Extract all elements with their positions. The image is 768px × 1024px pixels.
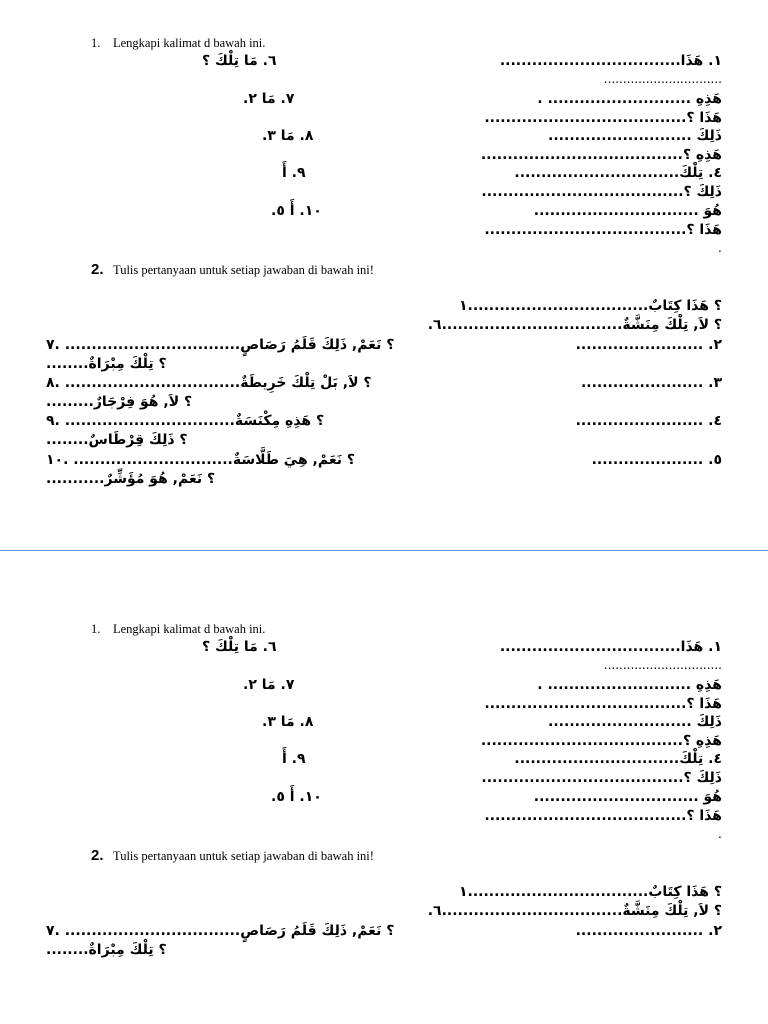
question-3-continuation: هَذِهِ ؟......................................: [480, 733, 722, 749]
section-2-heading: Tulis pertanyaan untuk setiap jawaban di bawah ini!: [113, 849, 374, 863]
question-6: ٦. مَا تِلْكَ ؟: [202, 639, 277, 655]
section-1-number: 1.: [91, 622, 101, 636]
question-1-continuation: ...............................: [603, 72, 722, 86]
section-1-heading: Lengkapi kalimat d bawah ini.: [113, 622, 266, 636]
question-3: ذَلِكَ ...........................: [548, 714, 722, 730]
answer-10: ؟ نَعَمْ, هِيَ طَلَّاسَةٌ.............................. .١٠: [46, 452, 355, 468]
answer-6: ؟ لاَ, تِلْكَ مِنَشَّةٌ..................................٦.: [427, 903, 722, 919]
answer-6: ؟ لاَ, تِلْكَ مِنَشَّةٌ..................................٦.: [427, 317, 722, 333]
question-6: ٦. مَا تِلْكَ ؟: [202, 53, 277, 69]
answer-1: ؟ هَذَا كِتَابٌ..................................١: [458, 884, 722, 900]
page-divider: [0, 550, 768, 551]
question-4-continuation: ذَلِكَ ؟......................................: [481, 770, 722, 786]
question-9: ٩. أَ: [282, 165, 306, 181]
question-1: ١. هَذَا..................................: [499, 53, 722, 69]
answer-9: ؟ هَذِهِ مِكْنَسَةٌ................................ .٩: [46, 413, 325, 429]
answer-7-continuation: ؟ تِلْكَ مِبْرَاةٌ........: [46, 356, 167, 372]
answer-7-continuation: ؟ تِلْكَ مِبْرَاةٌ........: [46, 942, 167, 958]
answer-9-continuation: ؟ ذَلِكَ قِرْطَاسٌ........: [46, 432, 188, 448]
question-5-continuation: هَذَا ؟......................................: [484, 222, 722, 238]
question-5-end: .: [718, 827, 722, 841]
question-10: ١٠. أَ ٥.: [271, 789, 322, 805]
answer-5-blank: ..................... .٥: [591, 452, 722, 468]
section-2-number: 2.: [91, 847, 104, 864]
answer-8-continuation: ؟ لاَ, هُوَ فِرْجَارٌ.........: [46, 394, 193, 410]
question-4: ٤. تِلْكَ...............................: [514, 751, 722, 767]
answer-1: ؟ هَذَا كِتَابٌ..................................١: [458, 298, 722, 314]
question-10: ١٠. أَ ٥.: [271, 203, 322, 219]
section-1-heading: Lengkapi kalimat d bawah ini.: [113, 36, 266, 50]
question-7: ٧. مَا ٢.: [243, 91, 295, 107]
question-7: ٧. مَا ٢.: [243, 677, 295, 693]
question-8: ٨. مَا ٣.: [262, 714, 314, 730]
answer-2-blank: ........................ .٢: [575, 923, 722, 939]
answer-7: ؟ نَعَمْ, ذَلِكَ قَلَمُ رَصَاصٍ................................. .٧: [46, 337, 395, 353]
answer-2-blank: ........................ .٢: [575, 337, 722, 353]
question-4-continuation: ذَلِكَ ؟......................................: [481, 184, 722, 200]
question-1-continuation: ...............................: [603, 658, 722, 672]
section-2-heading: Tulis pertanyaan untuk setiap jawaban di bawah ini!: [113, 263, 374, 277]
question-4: ٤. تِلْكَ...............................: [514, 165, 722, 181]
section-2-number: 2.: [91, 261, 104, 278]
question-2-continuation: هَذَا ؟......................................: [484, 110, 722, 126]
question-1: ١. هَذَا..................................: [499, 639, 722, 655]
answer-4-blank: ........................ .٤: [575, 413, 722, 429]
question-5: هُوَ ...............................: [533, 789, 722, 805]
answer-8: ؟ لاَ, بَلْ تِلْكَ خَرِيطَةٌ................................. .٨: [46, 375, 372, 391]
section-1-number: 1.: [91, 36, 101, 50]
question-9: ٩. أَ: [282, 751, 306, 767]
question-8: ٨. مَا ٣.: [262, 128, 314, 144]
question-2: هَذِهِ ........................... .: [537, 91, 722, 107]
question-5-end: .: [718, 241, 722, 255]
question-5-continuation: هَذَا ؟......................................: [484, 808, 722, 824]
answer-3-blank: ....................... .٣: [580, 375, 722, 391]
question-3-continuation: هَذِهِ ؟......................................: [480, 147, 722, 163]
question-2: هَذِهِ ........................... .: [537, 677, 722, 693]
answer-7: ؟ نَعَمْ, ذَلِكَ قَلَمُ رَصَاصٍ................................. .٧: [46, 923, 395, 939]
question-3: ذَلِكَ ...........................: [548, 128, 722, 144]
question-5: هُوَ ...............................: [533, 203, 722, 219]
answer-10-continuation: ؟ نَعَمْ, هُوَ مُؤَشِّرٌ...........: [46, 471, 216, 487]
question-2-continuation: هَذَا ؟......................................: [484, 696, 722, 712]
